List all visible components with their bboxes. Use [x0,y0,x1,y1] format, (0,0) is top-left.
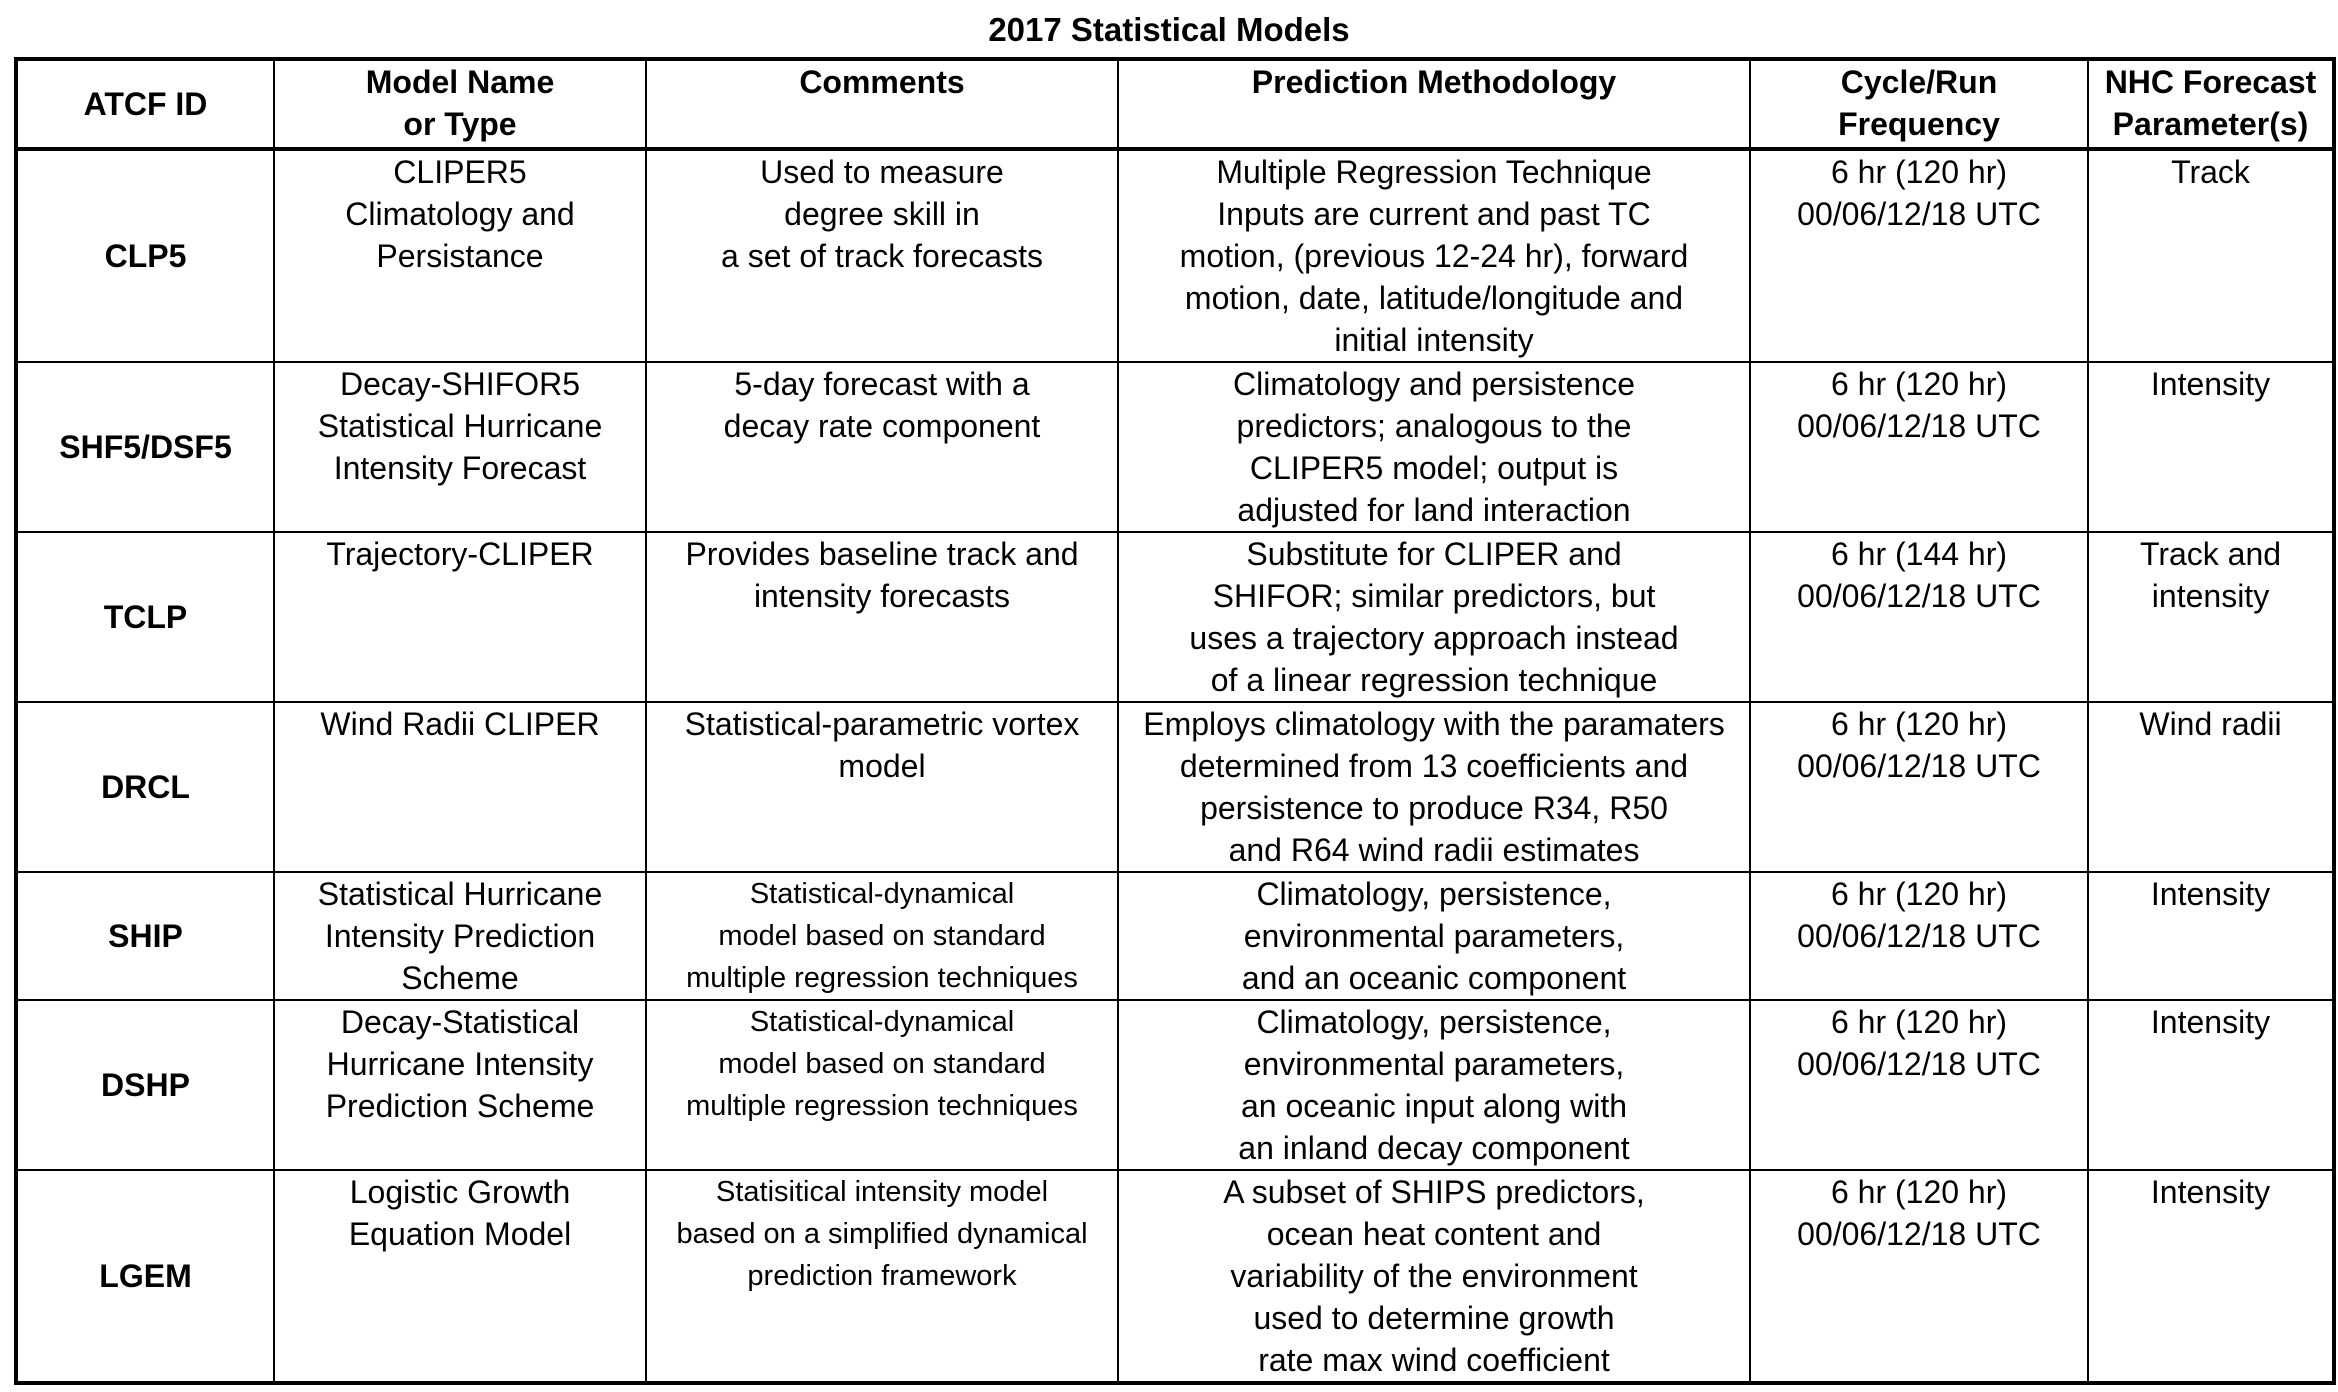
table-row [16,1170,2334,1383]
table-row [16,532,2334,702]
parameters-cell: Wind radii [2088,702,2334,872]
header-row [16,59,2334,149]
header-atcf-id: ATCF ID [16,59,274,149]
parameters-cell: Intensity [2088,1000,2334,1170]
frequency-cell: 6 hr (120 hr) 00/06/12/18 UTC [1750,1000,2088,1170]
comments-cell: Statistical-parametric vortex model [646,702,1118,872]
table-row [16,362,2334,532]
frequency-cell: 6 hr (120 hr) 00/06/12/18 UTC [1750,149,2088,362]
parameters-cell: Intensity [2088,1170,2334,1383]
methodology-cell: Climatology, persistence, environmental parameters, and an oceanic component [1118,872,1750,1000]
frequency-cell: 6 hr (120 hr) 00/06/12/18 UTC [1750,1170,2088,1383]
comments-cell: Statisitical intensity model based on a simplified dynamical prediction framework [646,1170,1118,1383]
parameters-cell: Track and intensity [2088,532,2334,702]
comments-cell: Provides baseline track and intensity forecasts [646,532,1118,702]
header-cycle-frequency: Cycle/Run Frequency [1750,59,2088,149]
parameters-cell: Intensity [2088,872,2334,1000]
frequency-cell: 6 hr (120 hr) 00/06/12/18 UTC [1750,702,2088,872]
header-model-name: Model Name or Type [274,59,646,149]
methodology-cell: Substitute for CLIPER and SHIFOR; similar predictors, but uses a trajectory approach instead of a linear regression technique [1118,532,1750,702]
model-name-cell: Logistic Growth Equation Model [274,1170,646,1383]
model-name-cell: CLIPER5 Climatology and Persistance [274,149,646,362]
methodology-cell: Climatology, persistence, environmental parameters, an oceanic input along with an inland decay component [1118,1000,1750,1170]
header-comments: Comments [646,59,1118,149]
atcf-id-cell: SHIP [16,872,274,1000]
frequency-cell: 6 hr (144 hr) 00/06/12/18 UTC [1750,532,2088,702]
model-name-cell: Decay-Statistical Hurricane Intensity Prediction Scheme [274,1000,646,1170]
model-name-cell: Wind Radii CLIPER [274,702,646,872]
table-row [16,702,2334,872]
methodology-cell: Multiple Regression Technique Inputs are current and past TC motion, (previous 12-24 hr), forward motion, date, latitude/longitude and initial intensity [1118,149,1750,362]
comments-cell: Statistical-dynamical model based on standard multiple regression techniques [646,872,1118,1000]
comments-cell: 5-day forecast with a decay rate component [646,362,1118,532]
methodology-cell: Climatology and persistence predictors; analogous to the CLIPER5 model; output is adjusted for land interaction [1118,362,1750,532]
model-name-cell: Statistical Hurricane Intensity Prediction Scheme [274,872,646,1000]
header-forecast-parameters: NHC Forecast Parameter(s) [2088,59,2334,149]
statistical-models-table [14,57,2336,1385]
table-title: 2017 Statistical Models [988,11,1350,48]
parameters-cell: Intensity [2088,362,2334,532]
atcf-id-cell: DRCL [16,702,274,872]
atcf-id-cell: DSHP [16,1000,274,1170]
atcf-id-cell: SHF5/DSF5 [16,362,274,532]
model-name-cell: Trajectory-CLIPER [274,532,646,702]
atcf-id-cell: TCLP [16,532,274,702]
atcf-id-cell: LGEM [16,1170,274,1383]
comments-cell: Used to measure degree skill in a set of track forecasts [646,149,1118,362]
frequency-cell: 6 hr (120 hr) 00/06/12/18 UTC [1750,872,2088,1000]
header-prediction-methodology: Prediction Methodology [1118,59,1750,149]
methodology-cell: Employs climatology with the paramaters determined from 13 coefficients and persistence to produce R34, R50 and R64 wind radii estimates [1118,702,1750,872]
model-name-cell: Decay-SHIFOR5 Statistical Hurricane Intensity Forecast [274,362,646,532]
methodology-cell: A subset of SHIPS predictors, ocean heat content and variability of the environment used to determine growth rate max wind coefficient [1118,1170,1750,1383]
frequency-cell: 6 hr (120 hr) 00/06/12/18 UTC [1750,362,2088,532]
comments-cell: Statistical-dynamical model based on standard multiple regression techniques [646,1000,1118,1170]
parameters-cell: Track [2088,149,2334,362]
atcf-id-cell: CLP5 [16,149,274,362]
table-row [16,872,2334,1000]
table-row [16,149,2334,362]
table-row [16,1000,2334,1170]
